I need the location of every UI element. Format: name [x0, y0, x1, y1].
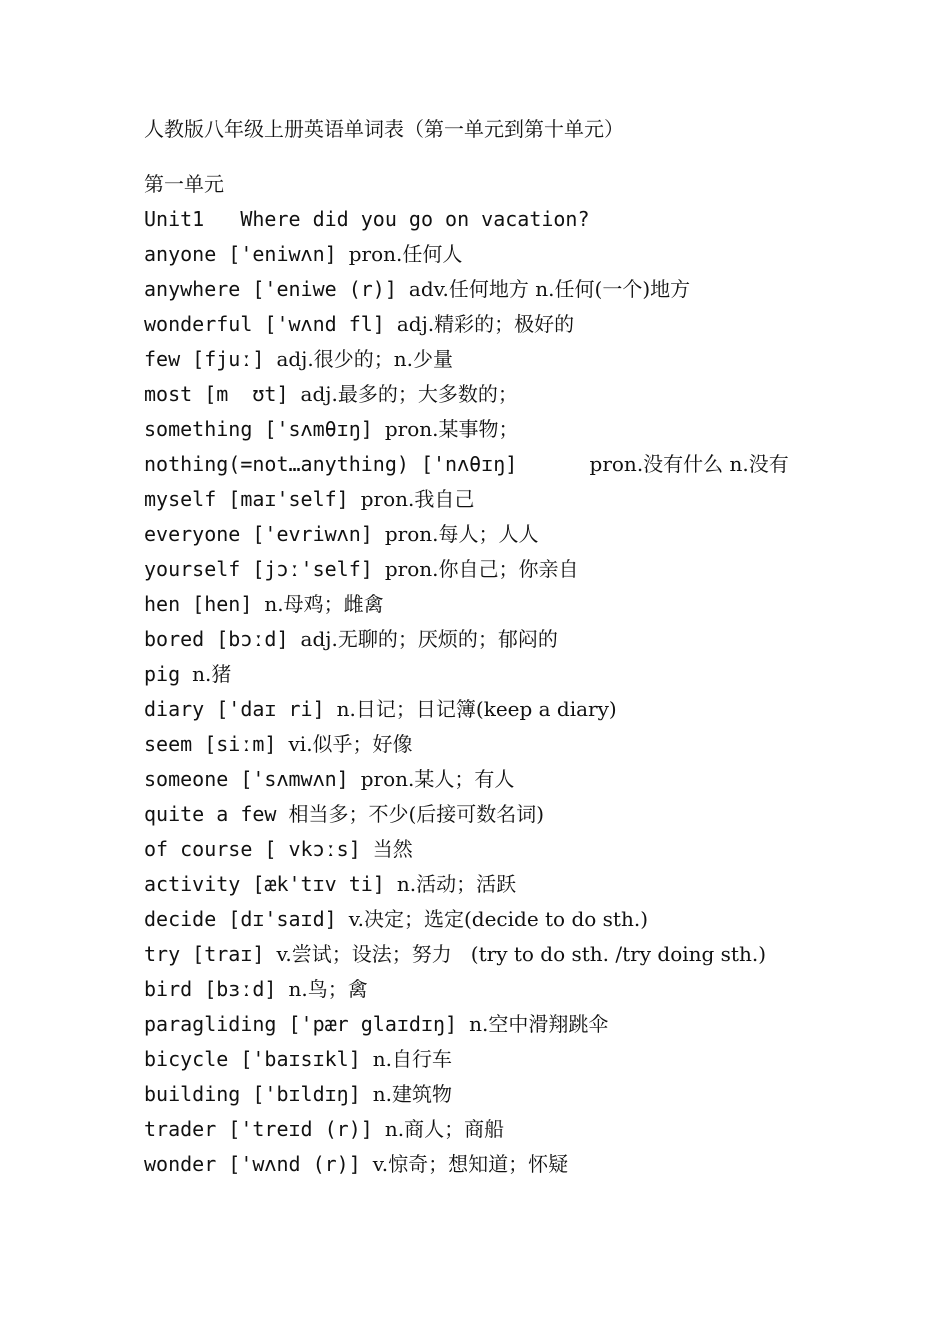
entry-meaning: 相当多；不少(后接可数名词) [288, 802, 545, 826]
entry-meaning: pron.某事物； [384, 417, 519, 441]
vocabulary-entry [144, 797, 824, 832]
vocabulary-entry [144, 622, 824, 657]
entry-word: myself [maɪ'self] [144, 487, 361, 511]
unit-title: Unit1 Where did you go on vacation? [144, 207, 590, 231]
vocabulary-entry [144, 1007, 824, 1042]
vocabulary-entry [144, 692, 824, 727]
vocabulary-entry [144, 1147, 824, 1182]
vocabulary-entry [144, 482, 824, 517]
entry-word: activity [æk'tɪv ti] [144, 872, 397, 896]
entry-meaning: pron.我自己 [360, 487, 475, 511]
entry-meaning: n.活动；活跃 [396, 872, 517, 896]
entry-meaning: n.空中滑翔跳伞 [469, 1012, 609, 1036]
entry-word: anywhere ['eniwe (r)] [144, 277, 409, 301]
vocabulary-entry [144, 447, 824, 482]
entry-word: anyone ['eniwʌn] [144, 242, 349, 266]
document-page [144, 112, 824, 1182]
entry-word: bird [bɜːd] [144, 977, 289, 1001]
vocabulary-entry [144, 972, 824, 1007]
entry-meaning: n.日记；日记簿(keep a diary) [336, 697, 617, 721]
entry-word: seem [siːm] [144, 732, 289, 756]
vocabulary-entry [144, 657, 824, 692]
document-title: 人教版八年级上册英语单词表（第一单元到第十单元） [144, 117, 624, 141]
entry-word: of course [ vkɔːs] [144, 837, 373, 861]
vocabulary-entry [144, 377, 824, 412]
entry-meaning: v.惊奇；想知道；怀疑 [372, 1152, 569, 1176]
entry-meaning: adv.任何地方 n.任何(一个)地方 [408, 277, 691, 301]
entry-meaning: pron.没有什么 n.没有 [589, 452, 789, 476]
entry-meaning: 当然 [372, 837, 413, 861]
vocabulary-entry [144, 342, 824, 377]
entry-word: try [traɪ] [144, 942, 277, 966]
entry-word: few [fjuː] [144, 347, 277, 371]
entry-word: trader ['treɪd (r)] [144, 1117, 385, 1141]
vocabulary-entry [144, 1042, 824, 1077]
entry-meaning: pron.任何人 [348, 242, 463, 266]
vocabulary-list [144, 237, 824, 1182]
entry-word: wonderful ['wʌnd fl] [144, 312, 397, 336]
entry-word: decide [dɪ'saɪd] [144, 907, 349, 931]
vocabulary-entry [144, 552, 824, 587]
entry-meaning: v.尝试；设法；努力 (try to do sth. /try doing sth.) [276, 942, 767, 966]
vocabulary-entry [144, 1077, 824, 1112]
entry-word: someone ['sʌmwʌn] [144, 767, 361, 791]
entry-word: quite a few [144, 802, 289, 826]
section-title: 第一单元 [144, 172, 224, 196]
entry-word: bicycle ['baɪsɪkl] [144, 1047, 373, 1071]
entry-word: paragliding ['pær glaɪdɪŋ] [144, 1012, 470, 1036]
entry-meaning: n.商人；商船 [384, 1117, 505, 1141]
entry-meaning: n.建筑物 [372, 1082, 453, 1106]
vocabulary-entry [144, 762, 824, 797]
entry-word: building ['bɪldɪŋ] [144, 1082, 373, 1106]
vocabulary-entry [144, 902, 824, 937]
vocabulary-entry [144, 867, 824, 902]
entry-meaning: pron.每人；人人 [384, 522, 539, 546]
entry-word: hen [hen] [144, 592, 265, 616]
entry-meaning: n.自行车 [372, 1047, 453, 1071]
entry-meaning: pron.你自己；你亲自 [384, 557, 579, 581]
entry-word: something ['sʌmθɪŋ] [144, 417, 385, 441]
entry-word: everyone ['evriwʌn] [144, 522, 385, 546]
vocabulary-entry [144, 517, 824, 552]
vocabulary-entry [144, 832, 824, 867]
entry-word: pig [144, 662, 193, 686]
entry-meaning: adj.无聊的；厌烦的；郁闷的 [300, 627, 558, 651]
vocabulary-entry [144, 272, 824, 307]
vocabulary-entry [144, 237, 824, 272]
vocabulary-entry [144, 412, 824, 447]
entry-word: diary ['daɪ ri] [144, 697, 337, 721]
vocabulary-entry [144, 307, 824, 342]
entry-word: most [m ʊt] [144, 382, 301, 406]
vocabulary-entry [144, 937, 824, 972]
vocabulary-entry [144, 1112, 824, 1147]
entry-meaning: vi.似乎；好像 [288, 732, 413, 756]
entry-word: bored [bɔːd] [144, 627, 301, 651]
entry-meaning: adj.最多的；大多数的； [300, 382, 518, 406]
entry-meaning: n.母鸡；雌禽 [264, 592, 384, 616]
entry-meaning: v.决定；选定(decide to do sth.) [348, 907, 648, 931]
entry-word: wonder ['wʌnd (r)] [144, 1152, 373, 1176]
entry-meaning: n.猪 [192, 662, 232, 686]
entry-meaning: pron.某人；有人 [360, 767, 515, 791]
vocabulary-entry [144, 587, 824, 622]
entry-word: nothing(=not…anything) ['nʌθɪŋ] [144, 452, 590, 476]
entry-word: yourself [jɔː'self] [144, 557, 385, 581]
vocabulary-entry [144, 727, 824, 762]
entry-meaning: adj.很少的；n.少量 [276, 347, 453, 371]
entry-meaning: adj.精彩的；极好的 [396, 312, 575, 336]
entry-meaning: n.鸟；禽 [288, 977, 368, 1001]
